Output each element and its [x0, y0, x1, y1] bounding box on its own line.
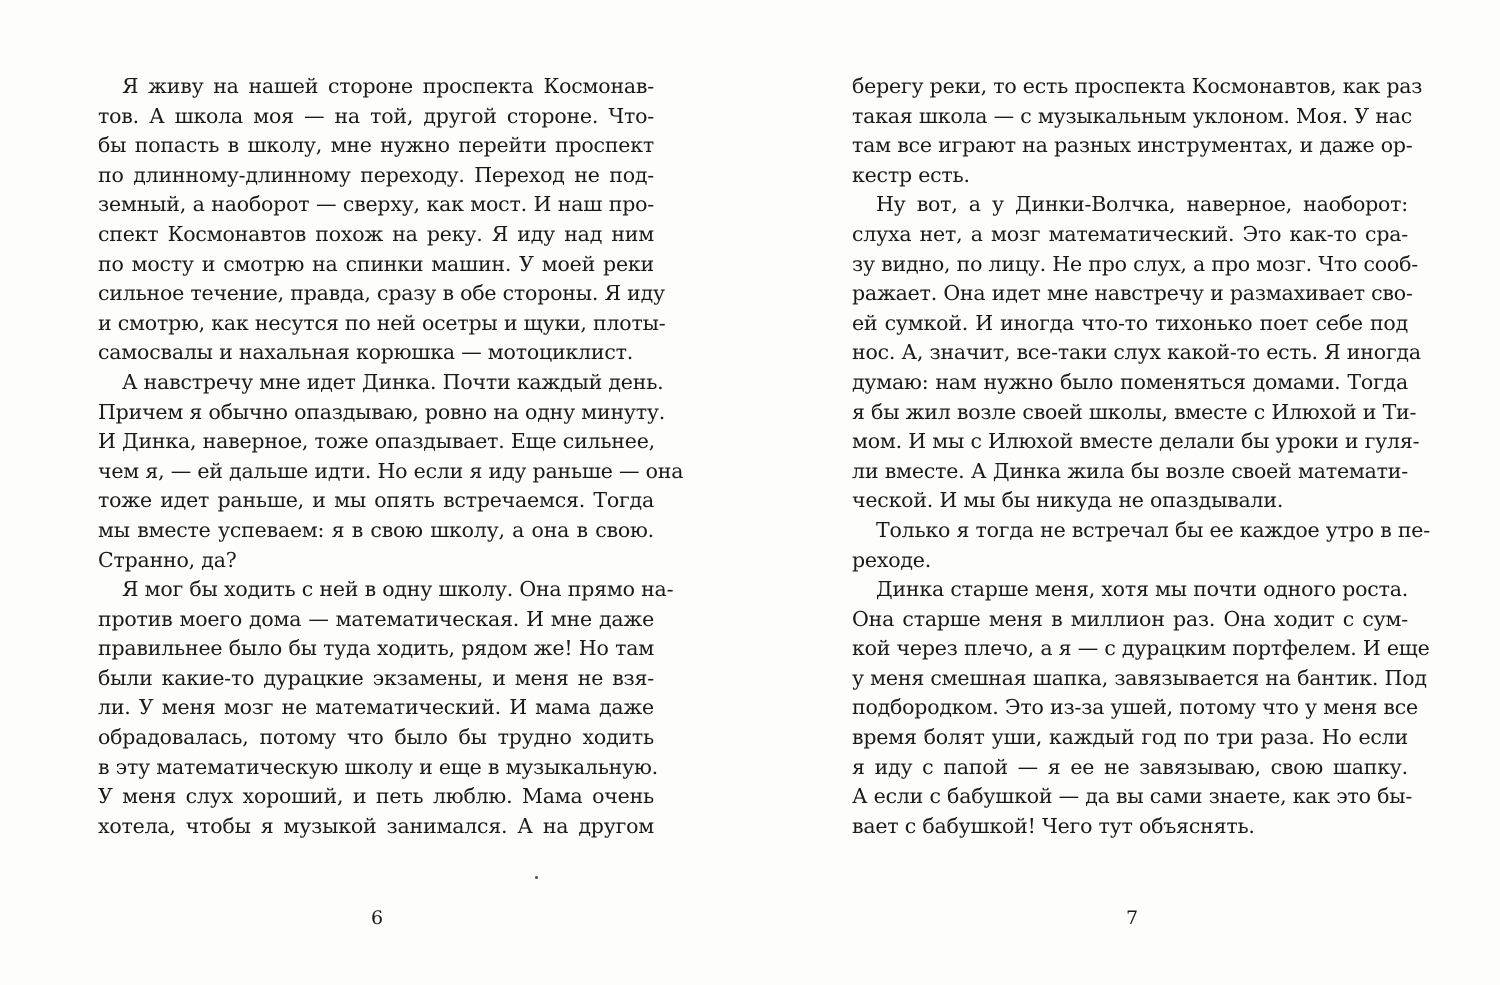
text-line: ческой. И мы бы никуда не опаздывали. [852, 488, 1284, 513]
text-line: ей сумкой. И иногда что-то тихонько поет себе под [852, 310, 1408, 335]
text-line: берегу реки, то есть проспекта Космонавтов, как раз [852, 74, 1423, 98]
page-number-left: 6 [370, 907, 384, 929]
text-line: Я живу на нашей стороне проспекта Космонав- [122, 74, 654, 98]
text-line: ли. У меня мозг не математический. И мама даже [98, 695, 654, 720]
text-line: А навстречу мне идет Динка. Почти каждый день. [122, 369, 664, 394]
text-line: тов. А школа моя — на той, другой стороне. Что- [98, 103, 654, 128]
left-page-text [98, 72, 684, 841]
text-line: мы вместе успеваем: я в свою школу, а она в свою. [98, 517, 654, 542]
text-line: против моего дома — математическая. И мне даже [98, 606, 654, 631]
text-line: правильнее было бы туда ходить, рядом же! Но там [98, 636, 654, 661]
text-line: по длинному-длинному переходу. Переход не под- [98, 162, 654, 187]
text-line: И Динка, наверное, тоже опаздывает. Еще сильнее, [98, 429, 655, 454]
text-line: реходе. [852, 547, 932, 572]
print-speck [535, 876, 538, 879]
text-line: Странно, да? [98, 547, 237, 572]
text-line: ражает. Она идет мне навстречу и размахивает сво- [852, 281, 1413, 306]
text-line: зу видно, по лицу. Не про слух, а про мозг. Что сооб- [852, 251, 1418, 276]
text-line: Только я тогда не встречал бы ее каждое утро в пе- [876, 517, 1430, 542]
text-line: я иду с папой — я ее не завязываю, свою шапку. [852, 754, 1408, 779]
text-line: У меня слух хороший, и петь люблю. Мама очень [98, 784, 654, 809]
text-line: земный, а наоборот — сверху, как мост. И наш про- [98, 192, 654, 217]
text-line: время болят уши, каждый год по три раза. Но если [852, 725, 1408, 750]
text-line: кой через плечо, а я — с дурацким портфелем. И еще [852, 636, 1430, 661]
text-line: обрадовалась, потому что было бы трудно ходить [98, 725, 654, 750]
text-line: хотела, чтобы я музыкой занимался. А на другом [98, 813, 654, 838]
text-line: нос. А, значит, все-таки слух какой-то есть. Я иногда [852, 340, 1421, 365]
text-line: подбородком. Это из-за ушей, потому что у меня все [852, 695, 1418, 720]
text-line: А если с бабушкой — да вы сами знаете, как это бы- [852, 784, 1413, 809]
text-line: вает с бабушкой! Чего тут объяснять. [852, 813, 1255, 838]
text-line: в эту математическую школу и еще в музыкальную. [98, 754, 658, 779]
text-line: такая школа — с музыкальным уклоном. Моя. У нас [852, 103, 1413, 128]
text-line: самосвалы и нахальная корюшка — мотоциклист. [98, 340, 634, 365]
text-line: ли вместе. А Динка жила бы возле своей математи- [852, 458, 1408, 483]
text-line: по мосту и смотрю на спинки машин. У моей реки [98, 251, 654, 276]
right-page [750, 0, 1500, 985]
text-line: у меня смешная шапка, завязывается на бантик. Под [852, 665, 1427, 690]
text-line: думаю: нам нужно было поменяться домами. Тогда [852, 369, 1408, 394]
text-line: были какие-то дурацкие экзамены, и меня не взя- [98, 665, 654, 690]
text-line: сильное течение, правда, сразу в обе стороны. Я иду [98, 281, 665, 306]
text-line: Причем я обычно опаздываю, ровно на одну минуту. [98, 399, 666, 424]
text-line: тоже идет раньше, и мы опять встречаемся. Тогда [98, 488, 654, 513]
text-line: Ну вот, а у Динки-Волчка, наверное, наоборот: [876, 192, 1408, 217]
text-line: мом. И мы с Илюхой вместе делали бы уроки и гуля- [852, 429, 1420, 454]
text-line: чем я, — ей дальше идти. Но если я иду раньше — она [98, 458, 684, 483]
text-line: Динка старше меня, хотя мы почти одного роста. [876, 577, 1409, 602]
text-line: Я мог бы ходить с ней в одну школу. Она прямо на- [122, 577, 674, 602]
page-number-right: 7 [1125, 907, 1139, 929]
text-line: я бы жил возле своей школы, вместе с Илюхой и Ти- [852, 399, 1417, 424]
text-line: Она старше меня в миллион раз. Она ходит с сум- [852, 606, 1408, 631]
right-page-text [852, 72, 1430, 841]
text-line: и смотрю, как несутся по ней осетры и щуки, плоты- [98, 310, 666, 335]
text-line: слуха нет, а мозг математический. Это как-то сра- [852, 221, 1408, 246]
text-line: там все играют на разных инструментах, и даже ор- [852, 133, 1413, 158]
text-line: спект Космонавтов похож на реку. Я иду над ним [98, 221, 654, 246]
text-line: бы попасть в школу, мне нужно перейти проспект [98, 133, 654, 158]
text-line: кестр есть. [852, 162, 970, 187]
